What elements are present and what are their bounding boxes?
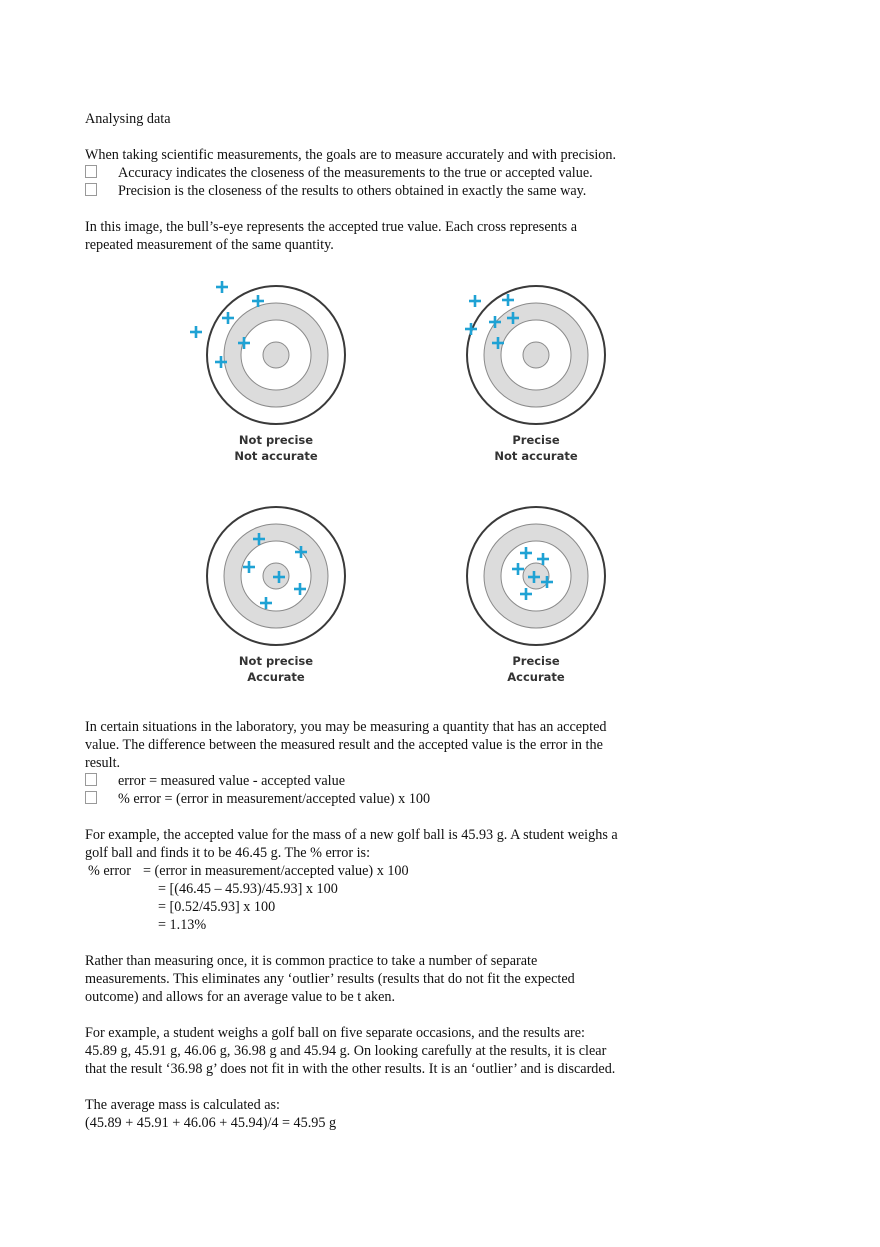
example-line: For example, the accepted value for the mass of a new golf ball is 45.93 g. A student weighs a [85,827,618,843]
calc-lhs: % error [88,863,131,879]
error-intro-line: result. [85,755,121,771]
target-precise-not-accurate [465,286,605,463]
target-label: Not precise [238,433,314,447]
target-label: Accurate [507,670,565,684]
caption-line: repeated measurement of the same quantity. [85,237,334,253]
example-line: that the result ‘36.98 g’ does not fit in with the other results. It is an ‘outlier’ and is discarded. [85,1061,616,1077]
page-title: Analysing data [85,111,171,127]
practice-line: outcome) and allows for an average value to be t aken. [85,989,396,1005]
intro-text: When taking scientific measurements, the goals are to measure accurately and with precision. [85,147,617,163]
practice-line: measurements. This eliminates any ‘outlier’ results (results that do not fit the expected [85,971,575,987]
target-precise-accurate [467,507,605,684]
list-item: error = measured value - accepted value [85,772,345,790]
bullet-glyph [85,773,97,786]
target-not-precise-not-accurate [190,281,345,463]
list-item: Precision is the closeness of the results to others obtained in exactly the same way. [85,182,586,200]
calc-step: = [0.52/45.93] x 100 [158,899,276,915]
error-intro-line: value. The difference between the measured result and the accepted value is the error in the [85,737,603,753]
target-label: Accurate [247,670,305,684]
list-item: % error = (error in measurement/accepted value) x 100 [85,790,430,808]
example-line: golf ball and finds it to be 46.45 g. The % error is: [85,845,371,861]
target-label: Not accurate [234,449,318,463]
example-line: For example, a student weighs a golf ball on five separate occasions, and the results are: [85,1025,585,1041]
target-label: Precise [512,433,560,447]
calc-step: = [(46.45 – 45.93)/45.93] x 100 [158,881,338,897]
example-line: 45.89 g, 45.91 g, 46.06 g, 36.98 g and 45.94 g. On looking carefully at the results, it is clear [85,1043,607,1059]
bullet-glyph [85,791,97,804]
target-label: Precise [512,654,560,668]
error-intro-line: In certain situations in the laboratory, you may be measuring a quantity that has an accepted [85,719,607,735]
target-label: Not accurate [494,449,578,463]
calc-step: = 1.13% [158,917,207,933]
practice-line: Rather than measuring once, it is common practice to take a number of separate [85,953,538,969]
target-not-precise-accurate [207,507,345,684]
list-item: Accuracy indicates the closeness of the measurements to the true or accepted value. [85,164,593,182]
caption-line: In this image, the bull’s-eye represents the accepted true value. Each cross represents a [85,219,578,235]
calc-step: = (error in measurement/accepted value) x 100 [143,863,409,879]
target-label: Not precise [238,654,314,668]
average-line: (45.89 + 45.91 + 46.06 + 45.94)/4 = 45.95 g [85,1115,337,1131]
average-line: The average mass is calculated as: [85,1097,280,1113]
